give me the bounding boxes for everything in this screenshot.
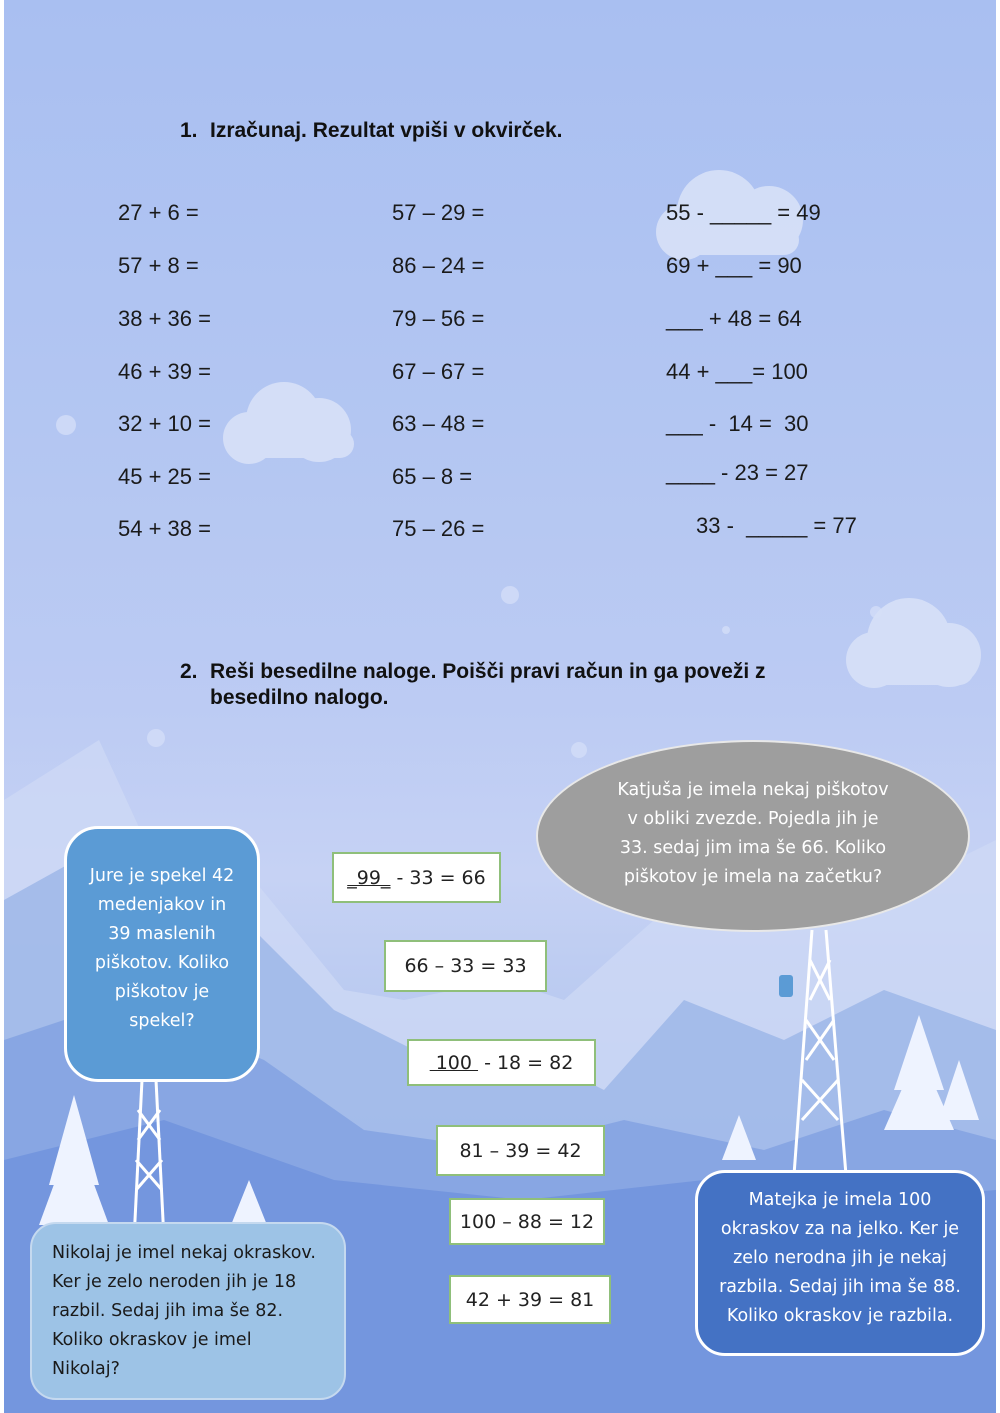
worksheet-page	[4, 0, 996, 1413]
equation: 54 + 38 =	[118, 516, 211, 541]
section-2-number: 2.	[180, 660, 198, 683]
calc-expression: 42 + 39 = 81	[465, 1288, 595, 1311]
problem-katjusa[interactable]	[536, 740, 970, 932]
problem-line: Matejka je imela 100	[748, 1190, 932, 1210]
problem-line: Ker je zelo neroden jih je 18	[52, 1272, 297, 1292]
problem-line: v obliki zvezde. Pojedla jih je	[627, 809, 879, 829]
problem-line: zelo nerodna jih je nekaj	[733, 1248, 947, 1268]
calc-expression: 100 – 88 = 12	[459, 1210, 595, 1233]
equation: 57 – 29 =	[392, 200, 485, 225]
equation: ____ - 23 = 27	[666, 460, 809, 485]
equation: 44 + ___= 100	[666, 359, 808, 384]
problem-nikolaj[interactable]	[30, 1222, 346, 1400]
section-1-number: 1.	[180, 119, 198, 142]
problem-line: piškotov je imela na začetku?	[623, 867, 883, 887]
problem-line: okraskov za na jelko. Ker je	[720, 1219, 960, 1239]
calc-expression: 66 – 33 = 33	[404, 955, 527, 977]
equation: ___ - 14 = 30	[666, 411, 809, 436]
equation: ___ + 48 = 64	[666, 306, 802, 331]
section-2-title-line-2: besedilno nalogo.	[210, 686, 389, 709]
problem-line: razbila. Sedaj jih ima še 88.	[719, 1277, 961, 1297]
problem-line: Koliko okraskov je razbila.	[726, 1306, 954, 1326]
equation: 67 – 67 =	[392, 359, 485, 384]
problem-line: razbil. Sedaj jih ima še 82.	[52, 1301, 284, 1321]
equation: 63 – 48 =	[392, 411, 485, 436]
answer-blank: _99_	[347, 866, 391, 889]
section-2-title-line-1: Reši besedilne naloge. Poišči pravi račun in ga poveži z	[210, 660, 766, 683]
calc-expression: - 33 = 66	[390, 866, 486, 889]
equation: 55 - _____ = 49	[666, 200, 821, 225]
equation: 57 + 8 =	[118, 253, 199, 278]
calc-box[interactable]	[449, 1275, 611, 1324]
problem-line: 39 maslenih	[108, 924, 216, 944]
section-2-heading	[180, 659, 766, 711]
calc-box[interactable]	[436, 1125, 605, 1176]
equation: 38 + 36 =	[118, 306, 211, 331]
problem-line: Koliko okraskov je imel	[52, 1330, 252, 1350]
problem-line: piškotov. Koliko	[94, 953, 230, 973]
answer-blank: 100	[429, 1051, 479, 1074]
section-1-heading	[180, 118, 562, 144]
problem-line: Nikolaj?	[52, 1359, 120, 1379]
equation: 79 – 56 =	[392, 306, 485, 331]
calc-box[interactable]	[332, 852, 501, 903]
problem-line: Jure je spekel 42	[89, 866, 235, 886]
equation: 46 + 39 =	[118, 359, 211, 384]
calc-box[interactable]	[449, 1198, 605, 1245]
calc-box[interactable]	[407, 1039, 596, 1086]
problem-line: Nikolaj je imel nekaj okraskov.	[52, 1243, 316, 1263]
equation: 45 + 25 =	[118, 464, 211, 489]
problem-jure[interactable]	[64, 826, 260, 1082]
problem-line: Katjuša je imela nekaj piškotov	[617, 780, 889, 800]
problem-line: medenjakov in	[97, 895, 227, 915]
equation: 69 + ___ = 90	[666, 253, 802, 278]
equation: 33 - _____ = 77	[696, 513, 857, 538]
calc-expression: 81 – 39 = 42	[459, 1139, 582, 1162]
equation: 75 – 26 =	[392, 516, 485, 541]
equation: 86 – 24 =	[392, 253, 485, 278]
calc-expression: - 18 = 82	[478, 1051, 574, 1074]
problem-line: 33. sedaj jim ima še 66. Koliko	[619, 838, 887, 858]
problem-line: spekel?	[129, 1011, 195, 1031]
equation: 65 – 8 =	[392, 464, 473, 489]
calc-box[interactable]	[384, 940, 547, 992]
equation: 27 + 6 =	[118, 200, 199, 225]
problem-line: piškotov je	[114, 982, 210, 1002]
problem-matejka[interactable]	[695, 1170, 985, 1356]
equation: 32 + 10 =	[118, 411, 211, 436]
section-1-title: Izračunaj. Rezultat vpiši v okvirček.	[210, 119, 563, 142]
